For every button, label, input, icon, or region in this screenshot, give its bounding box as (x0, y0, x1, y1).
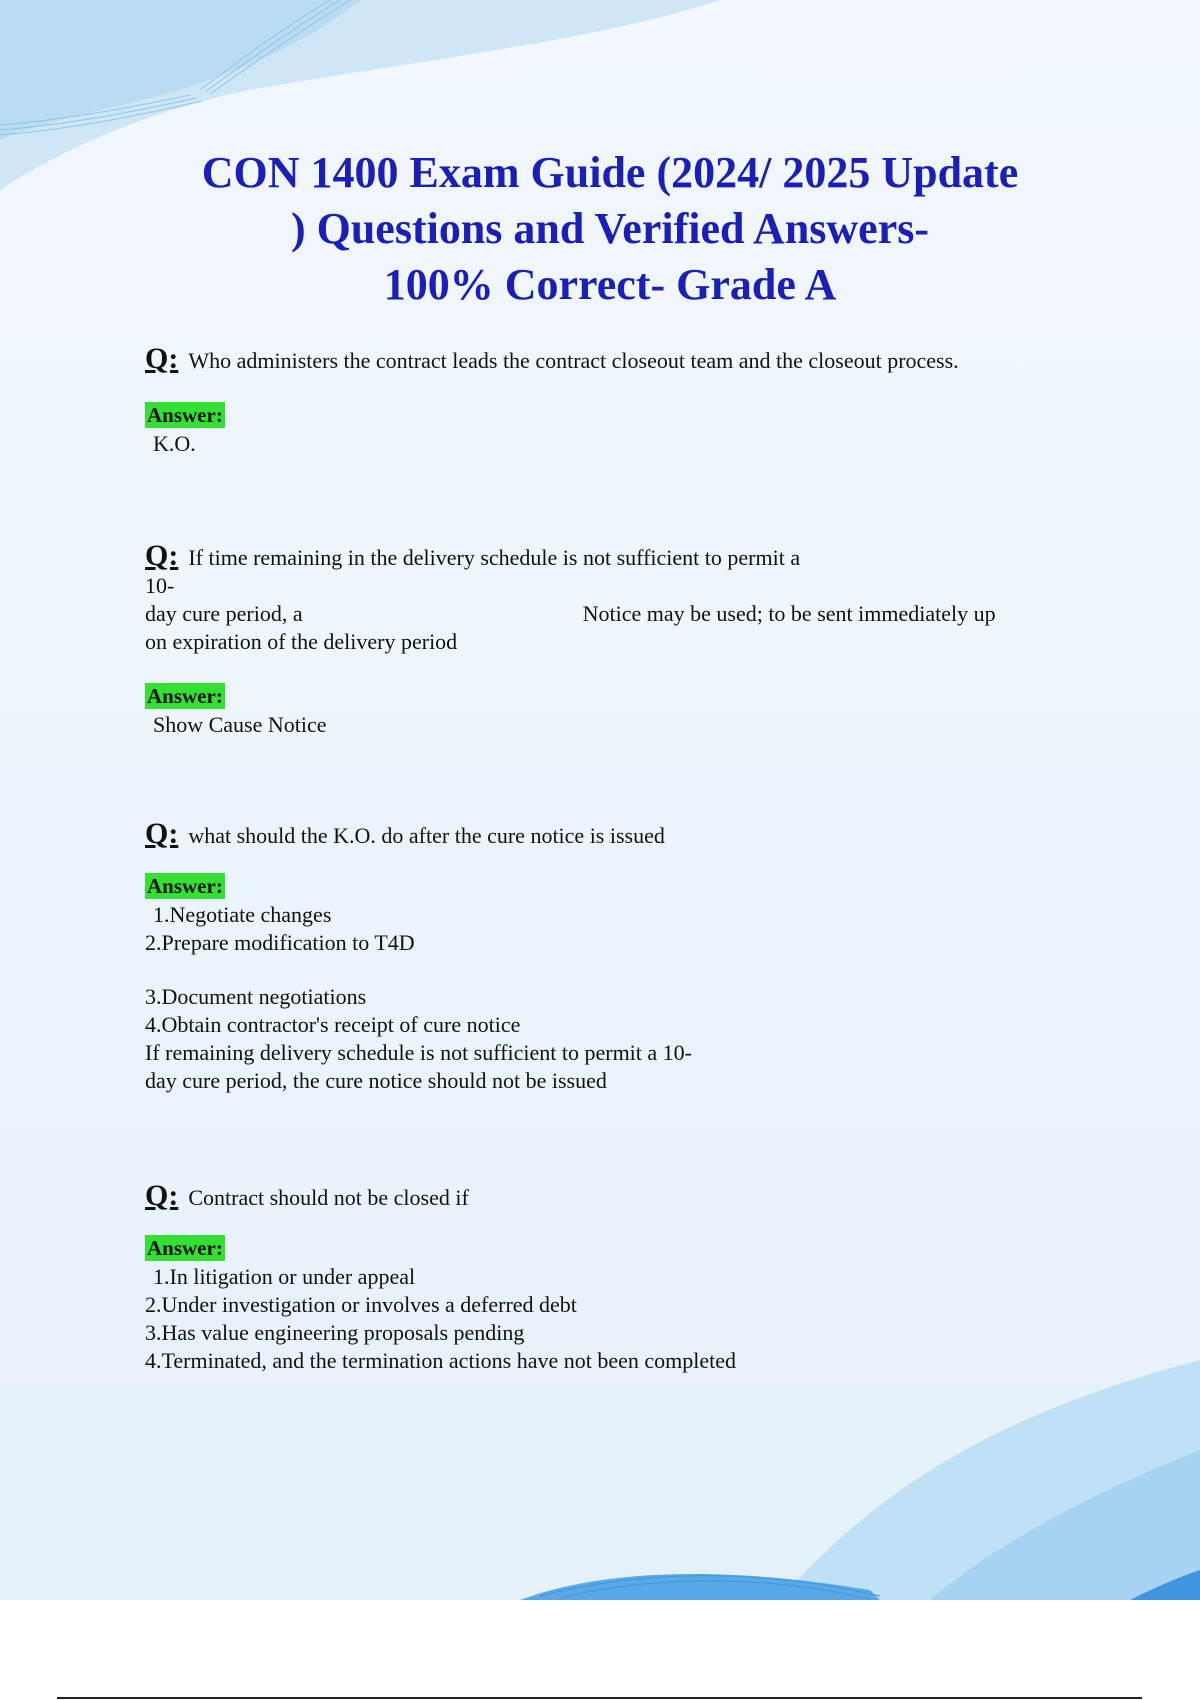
answer-line: 3.Document negotiations (145, 984, 367, 1009)
answer-1 (145, 430, 1095, 458)
answer-line: 3.Has value engineering proposals pending (145, 1320, 525, 1345)
question-text-line: on expiration of the delivery period (145, 629, 458, 654)
document-title (130, 145, 1090, 313)
qa-item-4 (145, 1179, 1095, 1375)
question-text: If time remaining in the delivery schedule is not sufficient to permit a (188, 545, 801, 570)
qa-item-1 (145, 342, 1095, 458)
qa-item-2 (145, 539, 1095, 739)
answer-line: If remaining delivery schedule is not sufficient to permit a 10- (145, 1040, 692, 1065)
answer-line: day cure period, the cure notice should not be issued (145, 1068, 607, 1093)
title-line-3: 100% Correct- Grade A (383, 260, 837, 309)
answer-3 (145, 901, 1095, 1095)
question-text-line: 10- (145, 573, 175, 598)
answer-line: K.O. (153, 431, 196, 456)
question-text-line (145, 600, 1095, 628)
question-text-segment: Notice may be used; to be sent immediately up (582, 601, 996, 626)
question-text: Contract should not be closed if (188, 1185, 469, 1210)
title-line-1: CON 1400 Exam Guide (2024/ 2025 Update (201, 148, 1019, 197)
answer-4 (145, 1263, 1095, 1375)
answer-label: Answer: (147, 1236, 223, 1260)
question-label: Q: (145, 1179, 179, 1212)
answer-line: 1.In litigation or under appeal (153, 1264, 416, 1289)
answer-label: Answer: (147, 874, 223, 898)
answer-line: 2.Prepare modification to T4D (145, 930, 415, 955)
question-label: Q: (145, 342, 179, 375)
answer-gap (153, 957, 1095, 983)
answer-label: Answer: (147, 403, 223, 427)
answer-line: 4.Terminated, and the termination actions have not been completed (145, 1348, 737, 1373)
answer-line: 4.Obtain contractor's receipt of cure notice (145, 1012, 521, 1037)
question-4 (145, 1179, 1095, 1212)
question-1 (145, 342, 1095, 375)
question-2 (145, 539, 1095, 572)
title-line-2: ) Questions and Verified Answers- (290, 204, 930, 253)
answer-line: Show Cause Notice (153, 712, 327, 737)
question-text: Who administers the contract leads the contract closeout team and the closeout process. (188, 348, 959, 373)
answer-label: Answer: (147, 684, 223, 708)
qa-item-3 (145, 817, 1095, 1095)
question-label: Q: (145, 817, 179, 850)
question-text: what should the K.O. do after the cure notice is issued (188, 823, 665, 848)
question-label: Q: (145, 539, 179, 572)
answer-2 (145, 711, 1095, 739)
question-3 (145, 817, 1095, 850)
footer-divider (57, 1697, 1142, 1699)
answer-line: 2.Under investigation or involves a deferred debt (145, 1292, 577, 1317)
answer-line: 1.Negotiate changes (153, 902, 332, 927)
question-text-segment: day cure period, a (145, 601, 303, 626)
